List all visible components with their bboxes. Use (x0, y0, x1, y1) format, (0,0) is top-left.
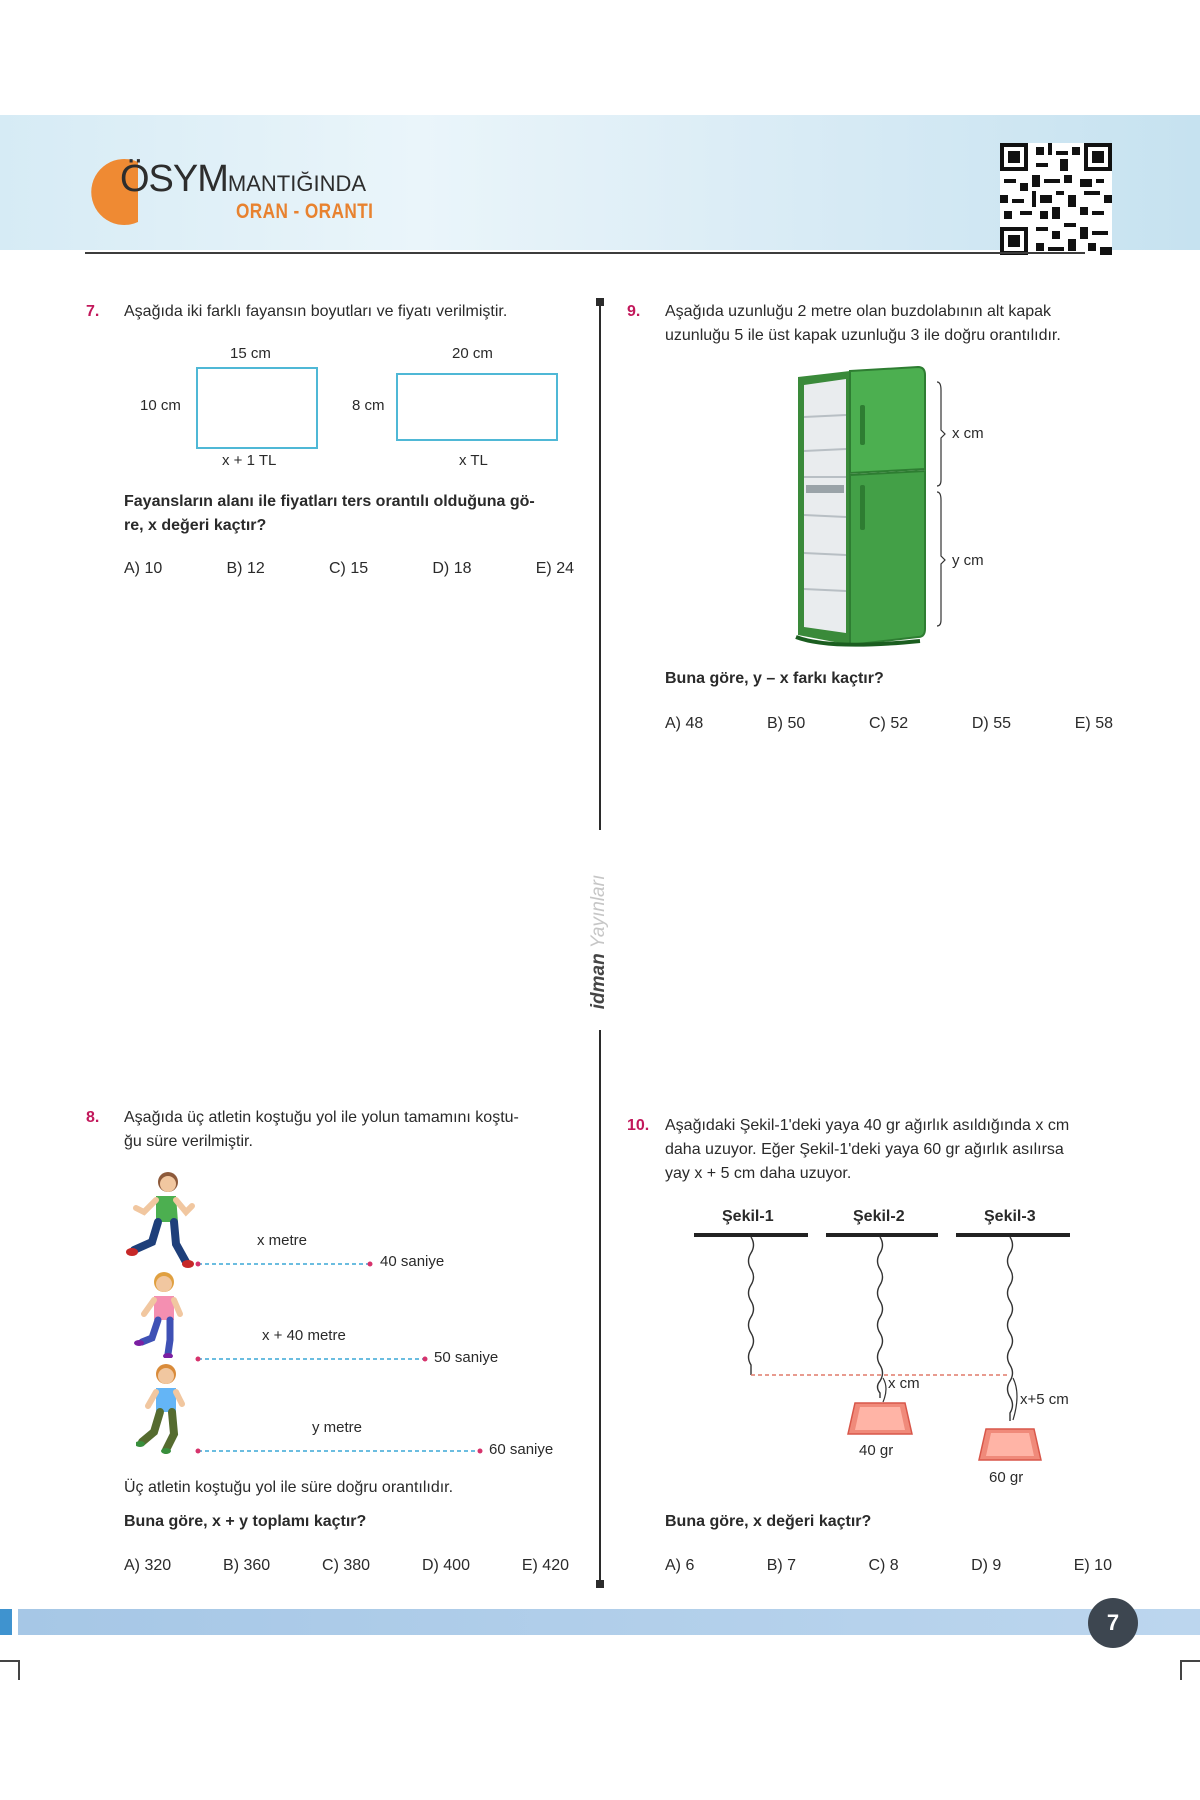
question-number: 10. (627, 1117, 650, 1134)
answer-choices-8 (124, 1557, 569, 1575)
question-7 (86, 300, 576, 324)
stretch-3-label: x+5 cm (1020, 1391, 1069, 1408)
fridge-bottom-label: y cm (952, 552, 984, 569)
run-1-distance: x metre (257, 1232, 308, 1249)
tile1-width: 15 cm (230, 345, 271, 362)
question-text-line2: uzunluğu 5 ile üst kapak uzunluğu 3 ile doğru orantılıdır. (665, 327, 1061, 344)
question-9-prompt: Buna göre, y – x farkı kaçtır? (665, 670, 884, 687)
choice-d[interactable]: D) 18 (432, 560, 472, 577)
qr-code-icon (1000, 143, 1112, 255)
tile1-height: 10 cm (140, 397, 181, 414)
choice-c[interactable]: C) 8 (868, 1557, 899, 1574)
run-3-distance: y metre (312, 1419, 363, 1436)
runner-3-icon (136, 1362, 186, 1454)
question-9 (627, 300, 1127, 348)
choice-a[interactable]: A) 320 (124, 1557, 172, 1574)
choice-c[interactable]: C) 15 (329, 560, 369, 577)
tile-1 (196, 367, 318, 449)
question-text-line1: Aşağıda uzunluğu 2 metre olan buzdolabının alt kapak (665, 303, 1052, 320)
question-text-line1: Aşağıda üç atletin koştuğu yol ile yolun tamamını koştu- (124, 1109, 519, 1126)
refrigerator-icon (790, 365, 935, 650)
runner-1-icon (126, 1170, 196, 1268)
header-subtitle: ORAN - ORANTI (236, 200, 374, 223)
run-2-distance: x + 40 metre (262, 1327, 346, 1344)
tile2-width: 20 cm (452, 345, 493, 362)
footer-bar (0, 1609, 1200, 1635)
choice-d[interactable]: D) 9 (971, 1557, 1002, 1574)
choice-b[interactable]: B) 360 (223, 1557, 271, 1574)
question-text-line3: yay x + 5 cm daha uzuyor. (665, 1165, 852, 1182)
page-number: 7 (1088, 1598, 1138, 1648)
choice-e[interactable]: E) 10 (1073, 1557, 1112, 1574)
choice-d[interactable]: D) 55 (971, 715, 1011, 732)
run-distance-lines (190, 1240, 590, 1460)
divider-cap-bottom (596, 1580, 604, 1588)
figure-3-label: Şekil-3 (984, 1208, 1036, 1225)
height-braces (935, 380, 947, 630)
choice-b[interactable]: B) 50 (767, 715, 806, 732)
crop-mark-right (1180, 1660, 1200, 1680)
tile1-price: x + 1 TL (222, 452, 277, 469)
question-text-line1: Aşağıdaki Şekil-1'deki yaya 40 gr ağırlık asıldığında x cm (665, 1117, 1070, 1134)
choice-d[interactable]: D) 400 (421, 1557, 470, 1574)
choice-e[interactable]: E) 58 (1074, 715, 1113, 732)
choice-c[interactable]: C) 380 (322, 1557, 371, 1574)
choice-b[interactable]: B) 7 (766, 1557, 797, 1574)
question-8-statement: Üç atletin koştuğu yol ile süre doğru orantılıdır. (124, 1479, 454, 1496)
question-10 (627, 1114, 1147, 1186)
run-1-time: 40 saniye (380, 1253, 445, 1270)
fridge-top-label: x cm (952, 425, 984, 442)
header-rule (85, 252, 1085, 254)
answer-choices-7 (124, 560, 574, 578)
choice-a[interactable]: A) 10 (124, 560, 163, 577)
publisher-watermark: idman Yayınları (588, 874, 609, 1010)
figure-2-label: Şekil-2 (853, 1208, 905, 1225)
answer-choices-9 (665, 715, 1113, 733)
tile2-height: 8 cm (352, 397, 385, 414)
question-number: 9. (627, 303, 641, 320)
question-8-prompt: Buna göre, x + y toplamı kaçtır? (124, 1513, 367, 1530)
tile2-price: x TL (459, 452, 488, 469)
runner-2-icon (134, 1270, 184, 1358)
choice-c[interactable]: C) 52 (869, 715, 909, 732)
run-3-time: 60 saniye (489, 1441, 554, 1458)
choice-a[interactable]: A) 6 (665, 1557, 695, 1574)
figure-1-label: Şekil-1 (722, 1208, 774, 1225)
question-number: 8. (86, 1109, 100, 1126)
header-brand: ÖSYMMANTIĞINDA (120, 158, 367, 200)
weight-2-label: 40 gr (859, 1442, 894, 1459)
choice-e[interactable]: E) 24 (535, 560, 574, 577)
question-number: 7. (86, 303, 100, 320)
tile-2 (396, 373, 558, 441)
choice-e[interactable]: E) 420 (521, 1557, 569, 1574)
stretch-2-label: x cm (888, 1375, 920, 1392)
choice-b[interactable]: B) 12 (226, 560, 265, 577)
weight-3-label: 60 gr (989, 1469, 1024, 1486)
question-7-prompt: Fayansların alanı ile fiyatları ters orantılı olduğuna gö- re, x değeri kaçtır? (124, 493, 535, 534)
run-2-time: 50 saniye (434, 1349, 499, 1366)
crop-mark-left (0, 1660, 20, 1680)
choice-a[interactable]: A) 48 (665, 715, 704, 732)
question-8 (86, 1106, 586, 1154)
question-text-line2: ğu süre verilmiştir. (124, 1133, 253, 1150)
answer-choices-10 (665, 1557, 1112, 1575)
spring-figures (690, 1228, 1090, 1468)
divider-cap-top (596, 298, 604, 306)
question-10-prompt: Buna göre, x değeri kaçtır? (665, 1513, 872, 1530)
question-text-line2: daha uzuyor. Eğer Şekil-1'deki yaya 60 gr ağırlık asılırsa (665, 1141, 1064, 1158)
question-text: Aşağıda iki farklı fayansın boyutları ve fiyatı verilmiştir. (124, 303, 508, 320)
